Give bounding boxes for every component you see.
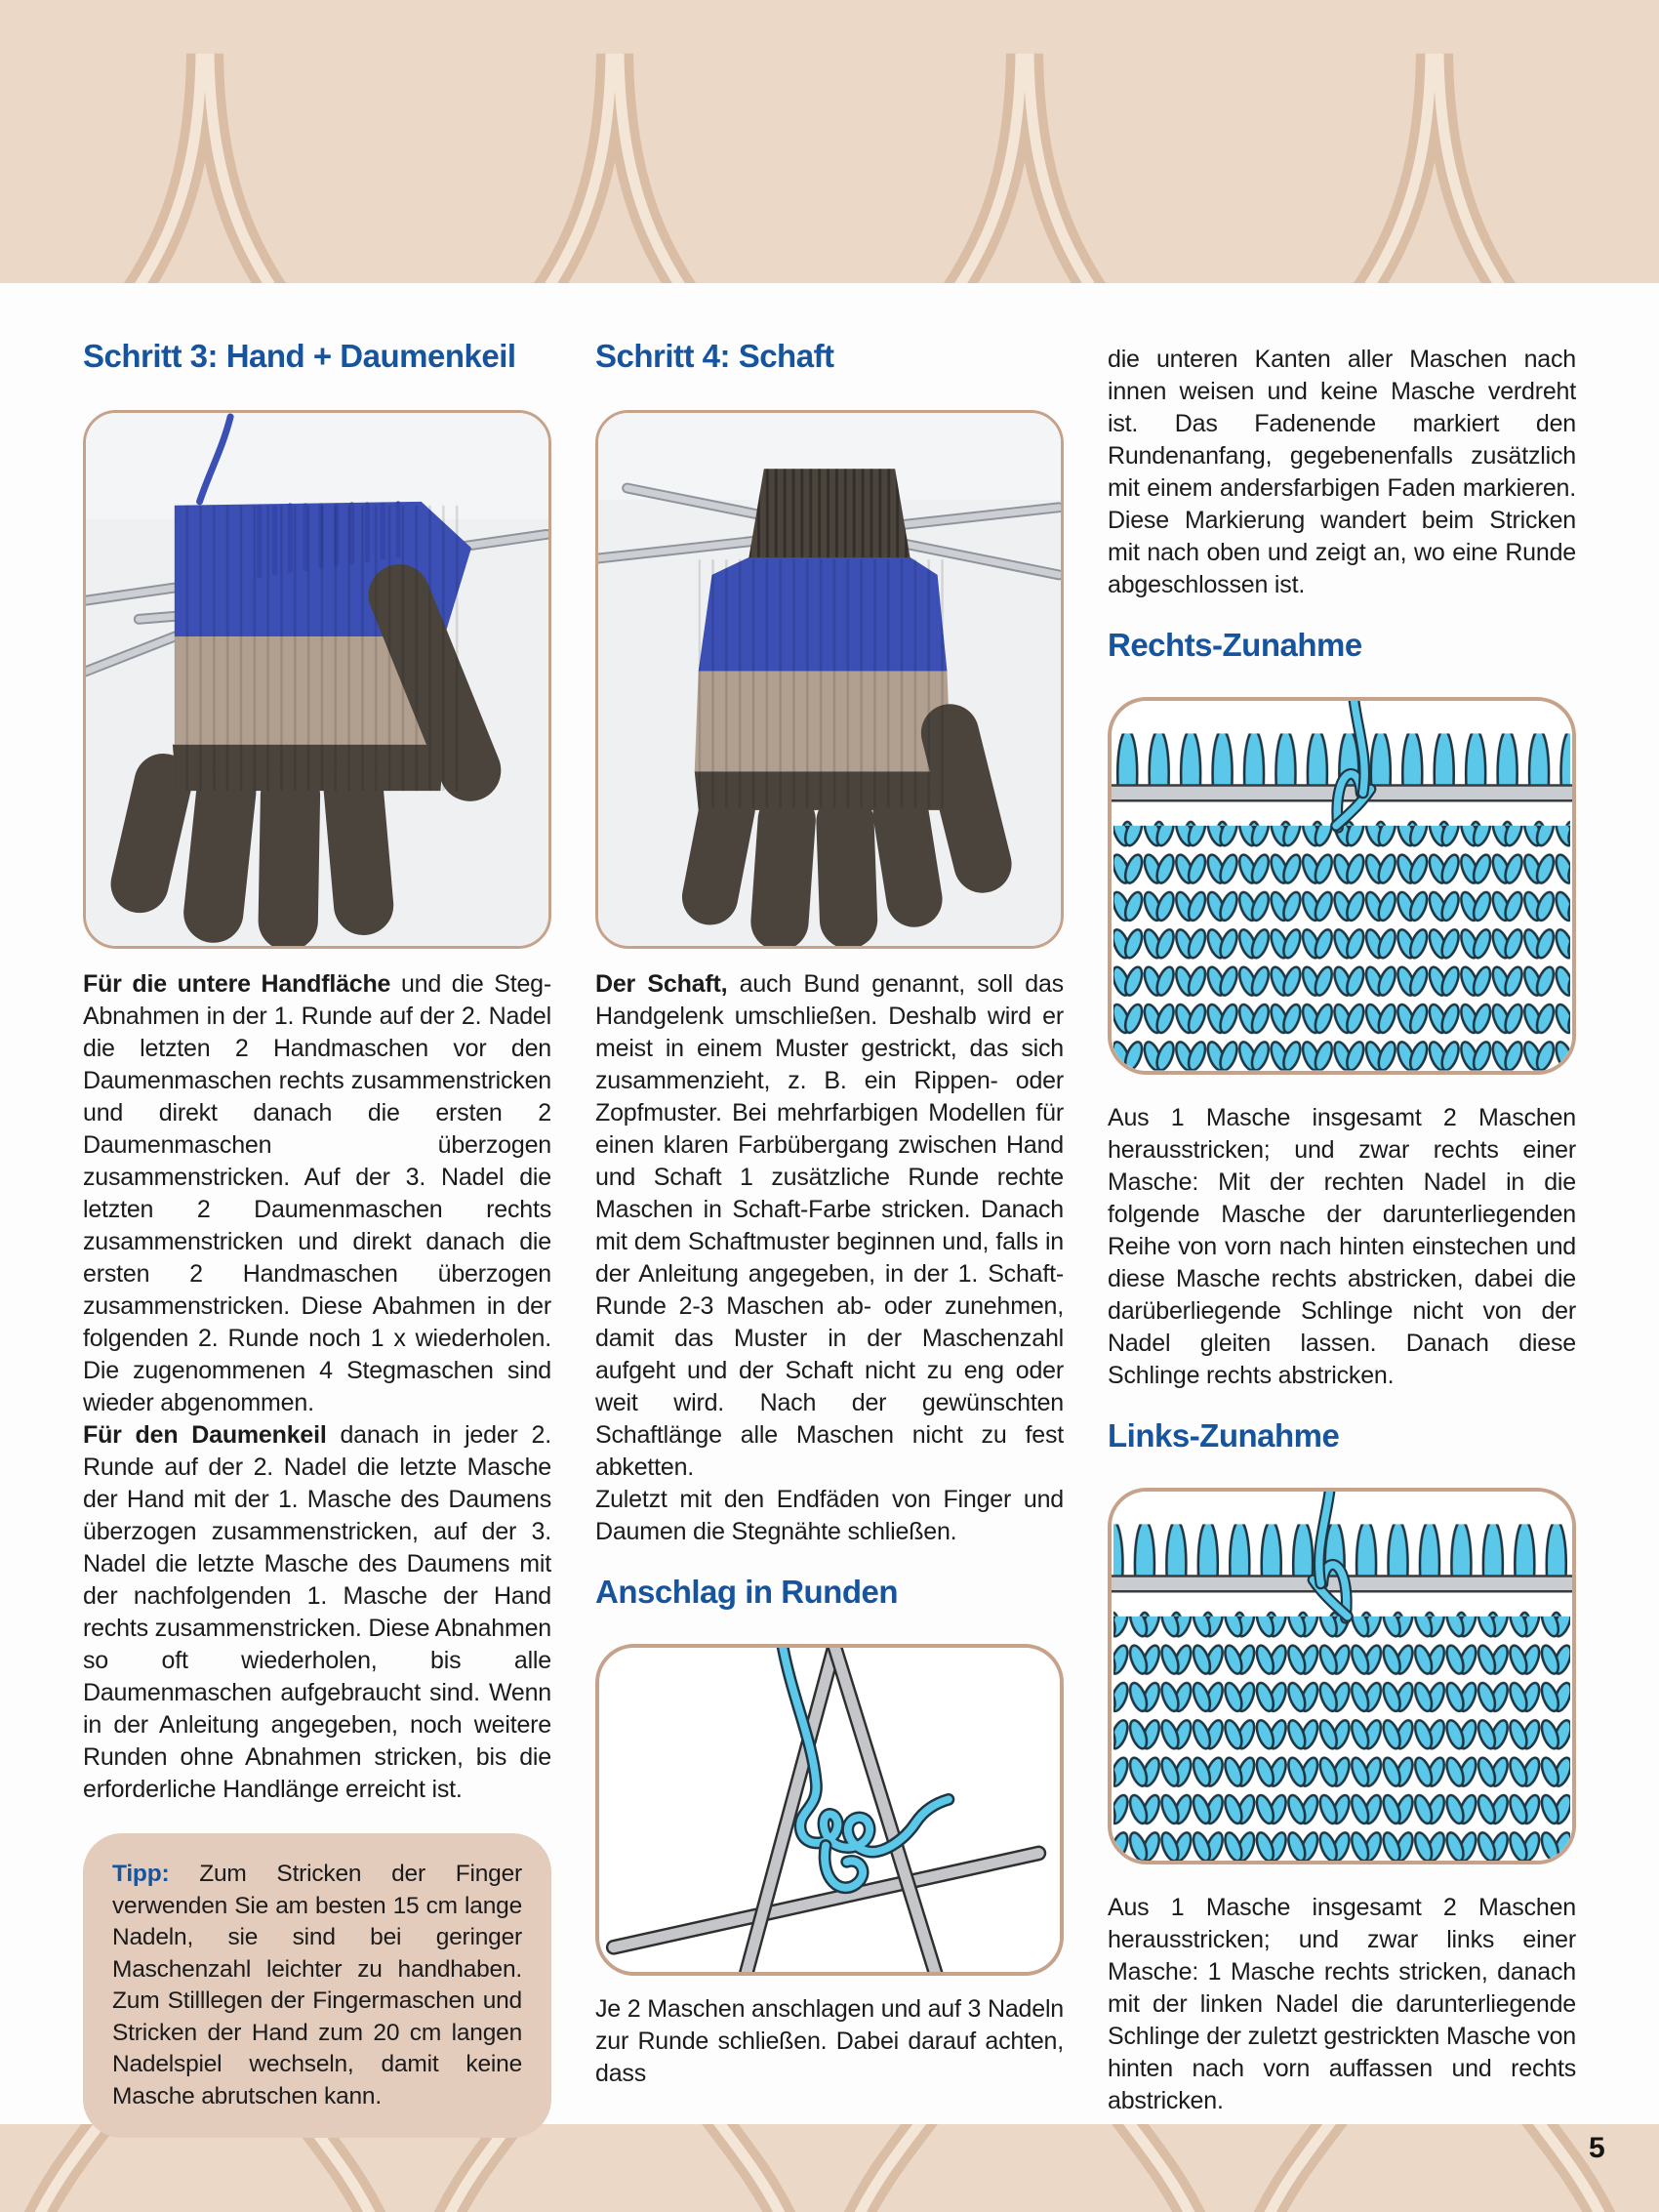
three-needles-cast-on-image bbox=[599, 1648, 1060, 1972]
cast-on-heading: Anschlag in Runden bbox=[595, 1574, 899, 1611]
ogee-pattern-top bbox=[0, 0, 1659, 283]
knit-fabric bbox=[1113, 826, 1570, 1071]
continuation-para: die unteren Kanten aller Maschen nach innen weisen und keine Masche verdreht ist. Das Fadenende markiert den Rundenanfang, gegebenenfalls zusätzlich mit einem andersfarbigen Faden markieren. Diese Markierung wandert beim Stricken mit nach oben und zeigt an, wo eine Runde abgeschlossen ist. bbox=[1108, 346, 1576, 598]
right-increase-illustration bbox=[1108, 697, 1576, 1075]
page-number: 5 bbox=[1589, 2132, 1605, 2164]
left-increase-para: Aus 1 Masche insgesamt 2 Maschen herausstricken; und zwar links einer Masche: 1 Masche rechts stricken, danach mit der linken Nadel die darunterliegende Schlinge der zuletzt gestrickten Masche von hinten nach vorn auffassen und rechts abstricken. bbox=[1108, 1894, 1576, 2115]
step3-para1-text: und die Steg-Abnahmen in der 1. Runde auf der 2. Nadel die letzten 2 Handmaschen vor den Daumenmaschen rechts zusammenstricken und direkt danach die ersten 2 Daumenmaschen überzogen zusammenstricken. Auf der 3. Nadel die letzten 2 Daumenmaschen rechts zusammenstricken und direkt danach die ersten 2 Handmaschen überzogen zusammenstricken. Diese Abahmen in der folgenden 2. Runde noch 1 x wiederholen. Die zugenommenen 4 Stegmaschen sind wieder abgenommen. bbox=[83, 970, 551, 1417]
step3-para1-lead: Für die untere Handfläche bbox=[83, 970, 391, 999]
tip-text: Zum Stricken der Finger verwenden Sie am besten 15 cm lange Nadeln, sie sind bei geringer Maschenzahl leichter zu handhaben. Zum Stilllegen der Fingermaschen und Stricken der Hand zum 20 cm langen Nadelspiel wechseln, damit keine Masche abrutschen kann. bbox=[112, 1861, 522, 2110]
left-increase-heading: Links-Zunahme bbox=[1108, 1416, 1340, 1454]
glove-in-progress-image bbox=[86, 413, 548, 946]
column-1 bbox=[83, 338, 551, 2138]
right-increase-heading: Rechts-Zunahme bbox=[1108, 627, 1362, 663]
left-increase-illustration bbox=[1108, 1488, 1576, 1865]
knit-fabric bbox=[1113, 1616, 1570, 1861]
step4-para2: Zuletzt mit den Endfäden von Finger und Daumen die Stegnähte schließen. bbox=[595, 1486, 1064, 1546]
cast-on-caption: Je 2 Maschen anschlagen und auf 3 Nadeln zur Runde schließen. Dabei darauf achten, dass bbox=[595, 1995, 1064, 2088]
column-3 bbox=[1108, 344, 1576, 2117]
tip-label: Tipp: bbox=[112, 1861, 170, 1888]
glove-with-cuff-image bbox=[598, 413, 1061, 946]
step4-heading: Schritt 4: Schaft bbox=[595, 338, 834, 374]
continuation-text bbox=[1108, 344, 1576, 601]
right-increase-text bbox=[1108, 1102, 1576, 1392]
tip-box bbox=[83, 1833, 551, 2138]
step3-para2-text: danach in jeder 2. Runde auf der 2. Nadel die letzte Masche der Hand mit der 1. Masche des Daumens überzogen zusammenstricken, auf der 3. Nadel die letzte Masche des Daumens mit der nachfolgenden 1. Masche der Hand rechts zusammenstricken. Diese Abnahmen so oft wiederholen, bis alle Daumenmaschen aufgebraucht sind. Wenn in der Anleitung angegeben, noch weitere Runden ohne Abnahmen stricken, bis die erforderliche Handlänge erreicht ist. bbox=[83, 1421, 551, 1804]
step3-text bbox=[83, 968, 551, 1806]
step4-text bbox=[595, 968, 1064, 1548]
step3-heading: Schritt 3: Hand + Daumenkeil bbox=[83, 338, 516, 374]
left-increase-diagram-image bbox=[1112, 1492, 1572, 1862]
glove-photo-step4 bbox=[595, 410, 1064, 949]
right-increase-diagram-image bbox=[1112, 701, 1572, 1071]
step4-para1-lead: Der Schaft, bbox=[595, 970, 728, 999]
glove-photo-step3 bbox=[83, 410, 551, 949]
cast-on-illustration bbox=[595, 1644, 1064, 1976]
step4-para1-text: auch Bund genannt, soll das Handgelenk umschließen. Deshalb wird er meist in einem Muster gestrickt, das sich zusammenzieht, z. B. ein Rippen- oder Zopfmuster. Bei mehrfarbigen Modellen für einen klaren Farbübergang zwischen Hand und Schaft 1 zusätzliche Runde rechte Maschen in Schaft-Farbe stricken. Danach mit dem Schaftmuster beginnen und, falls in der Anleitung angegeben, in der 1. Schaft-Runde 2-3 Maschen ab- oder zunehmen, damit das Muster in der Maschenzahl aufgeht und der Schaft nicht zu eng oder weit wird. Nach der gewünschten Schaftlänge alle Maschen nicht zu fest abketten. bbox=[595, 970, 1064, 1482]
step3-para2-lead: Für den Daumenkeil bbox=[83, 1421, 327, 1450]
column-2 bbox=[595, 338, 1064, 2090]
right-increase-para: Aus 1 Masche insgesamt 2 Maschen herausstricken; und zwar rechts einer Masche: Mit der rechten Nadel in die folgende Masche der darunterliegenden Reihe von vorn nach hinten einstechen und diese Masche rechts abstricken, dabei die darüberliegende Schlinge nicht von der Nadel gleiten lassen. Danach diese Schlinge rechts abstricken. bbox=[1108, 1103, 1576, 1389]
left-increase-text bbox=[1108, 1892, 1576, 2117]
